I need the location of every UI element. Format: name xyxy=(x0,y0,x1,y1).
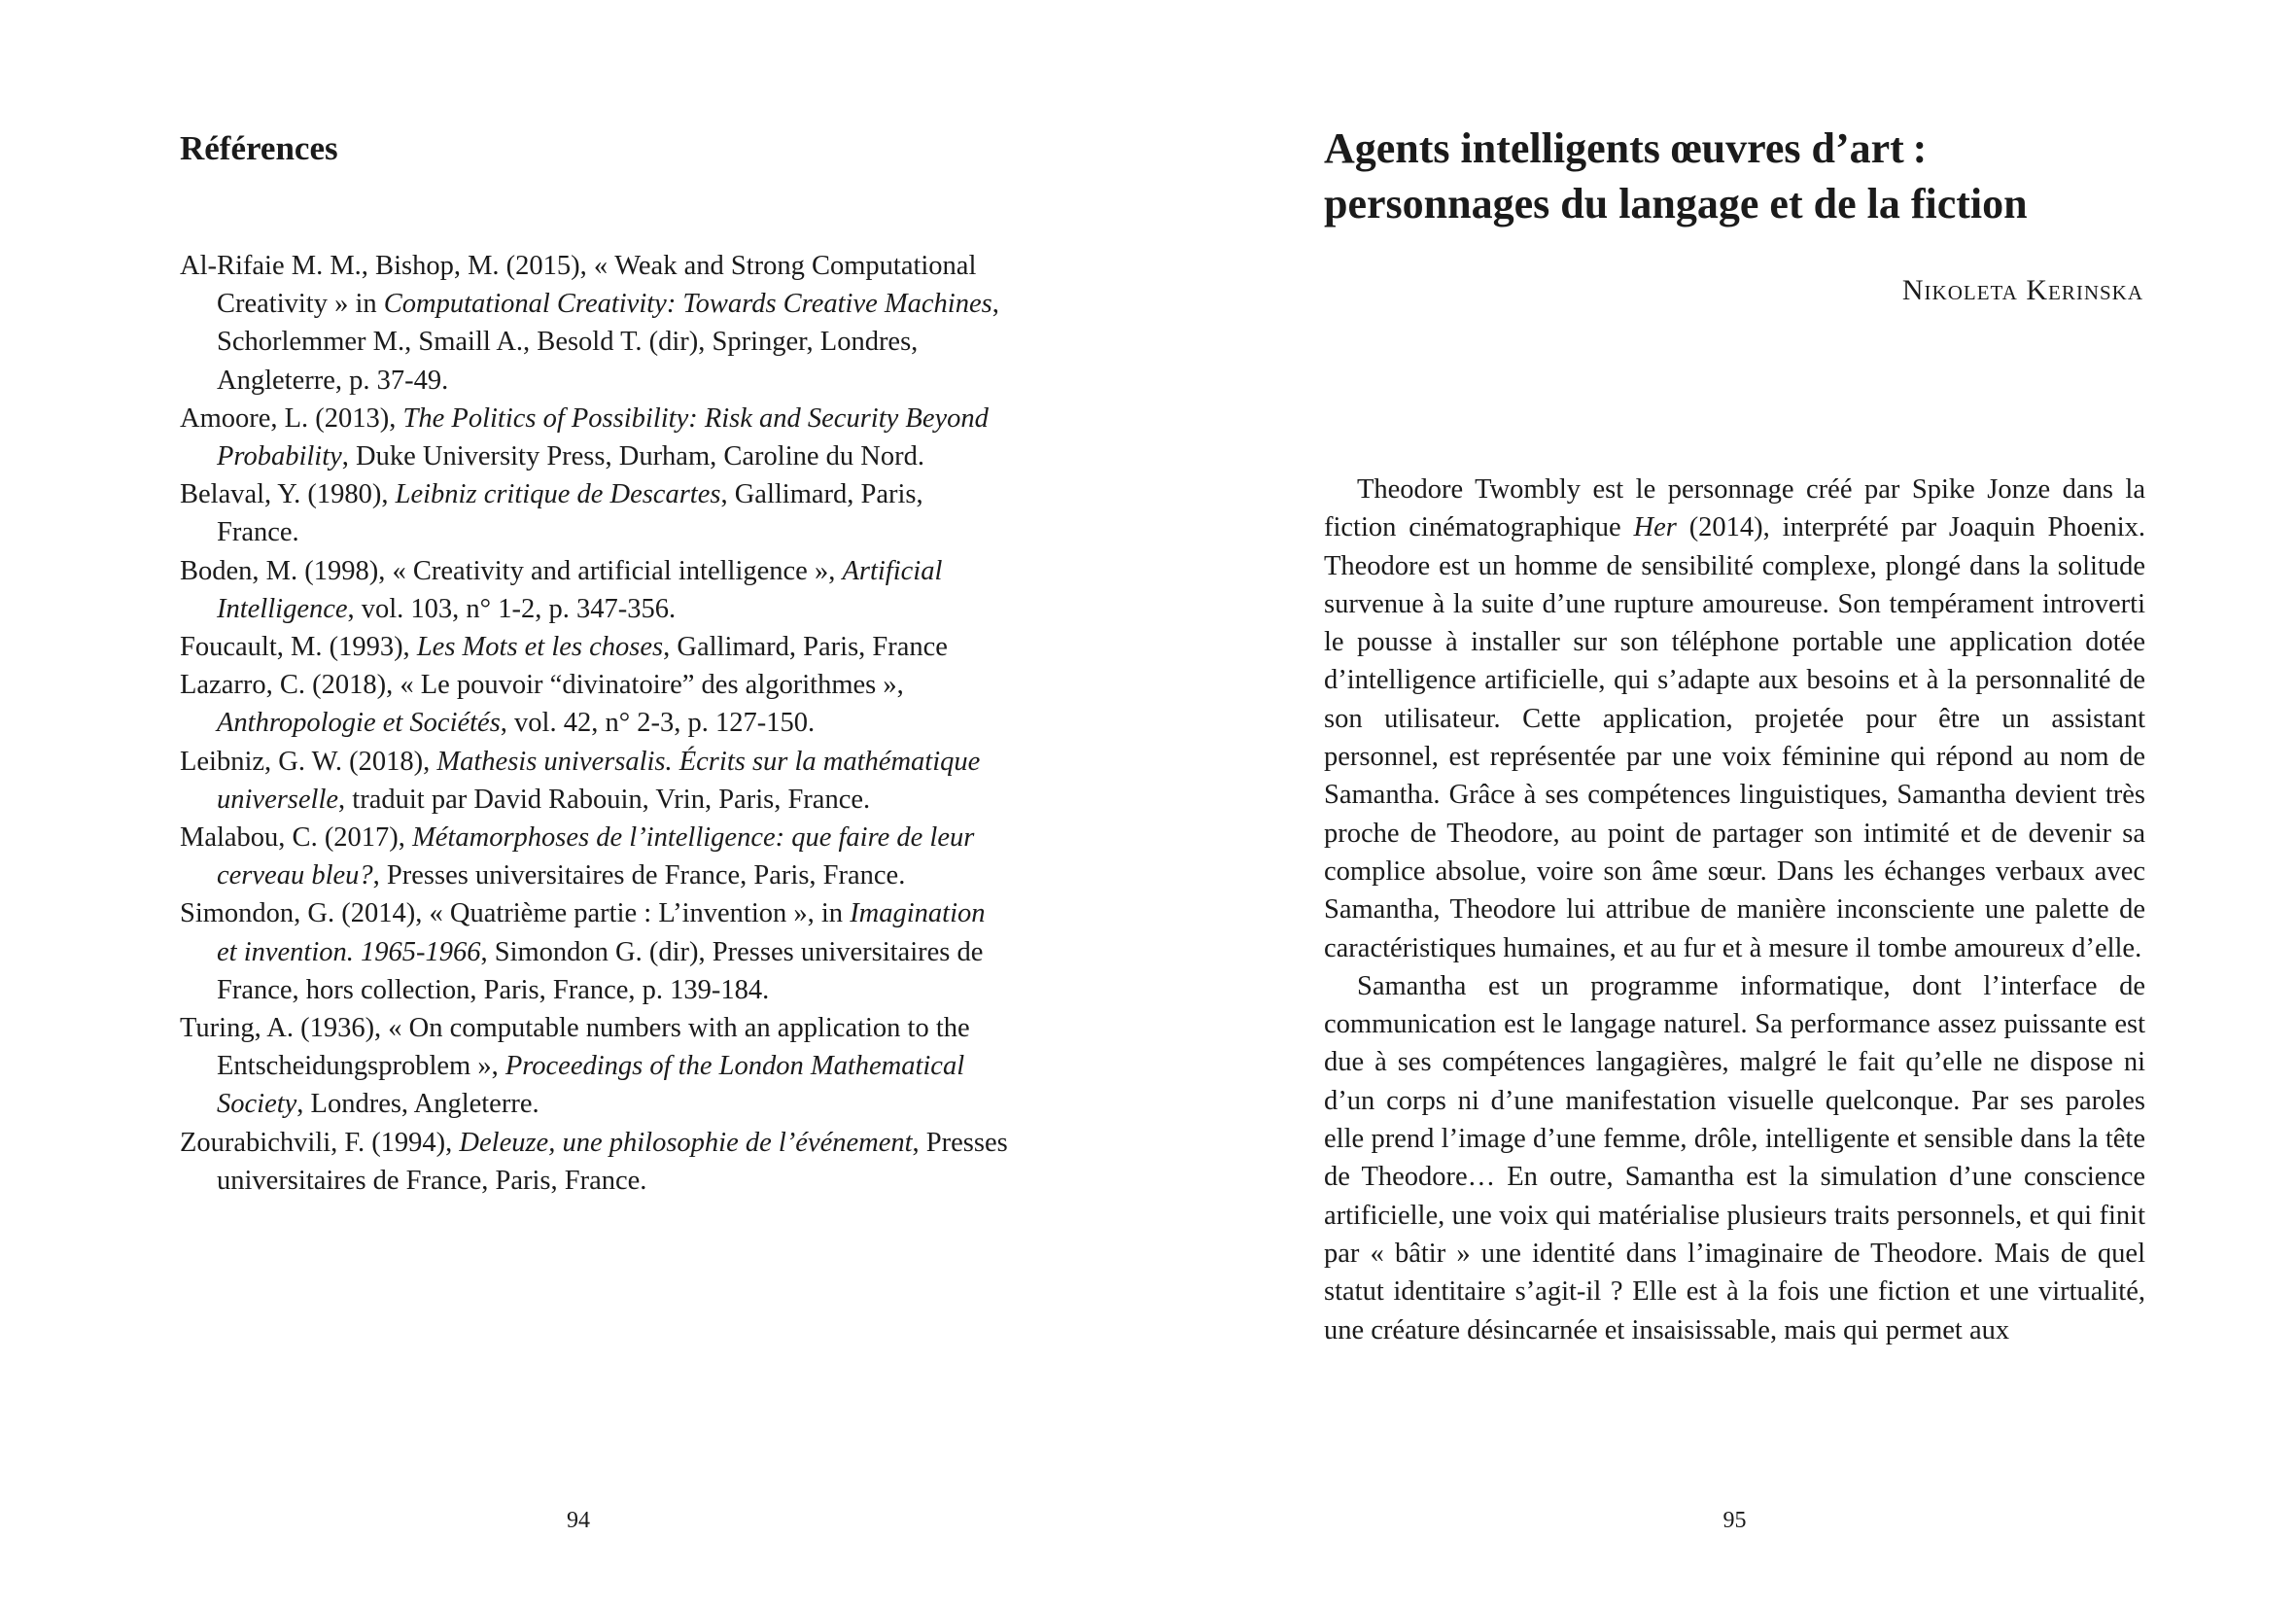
reference-text: Simondon, G. (2014), « Quatrième partie : L’invention », in Imagination et invention. 1965-1966, Simondon G. (dir), Presses universitaires de France, hors collection, Paris, France, p. 139-184. xyxy=(180,898,986,1005)
reference-entry xyxy=(180,666,1012,742)
reference-text: Turing, A. (1936), « On computable numbers with an application to the Entscheidungsproblem », Proceedings of the London Mathematical Society, Londres, Angleterre. xyxy=(180,1013,970,1120)
body-paragraph xyxy=(1324,471,2145,967)
reference-entry xyxy=(180,743,1012,819)
reference-entry xyxy=(180,247,1012,400)
reference-text: Lazarro, C. (2018), « Le pouvoir “divinatoire” des algorithmes », Anthropologie et Sociétés, vol. 42, n° 2-3, p. 127-150. xyxy=(180,670,904,739)
reference-text: Boden, M. (1998), « Creativity and artificial intelligence », Artificial Intelligence, vol. 103, n° 1-2, p. 347-356. xyxy=(180,555,943,624)
reference-text: Malabou, C. (2017), Métamorphoses de l’intelligence: que faire de leur cerveau bleu?, Presses universitaires de France, Paris, France. xyxy=(180,822,975,891)
article-title-line-2: personnages du langage et de la fiction xyxy=(1324,180,2028,227)
article-title xyxy=(1324,121,2028,231)
reference-entry xyxy=(180,1124,1012,1200)
reference-entry xyxy=(180,400,1012,475)
paragraph-text: Theodore Twombly est le personnage créé par Spike Jonze dans la fiction cinématographique Her (2014), interprété par Joaquin Phoenix. Theodore est un homme de sensibilité complexe, plongé dans la solitude survenue à la suite d’une rupture amoureuse. Son tempérament introverti le pousse à installer sur son téléphone portable une application dotée d’intelligence artificielle, qui s’adapte aux besoins et à la personnalité de son utilisateur. Cette application, projetée pour être un assistant personnel, est représentée par une voix féminine qui répond au nom de Samantha. Grâce à ses compétences linguistiques, Samantha devient très proche de Theodore, au point de partager son intimité et de devenir sa complice absolue, voire son âme sœur. Dans les échanges verbaux avec Samantha, Theodore lui attribue de manière inconsciente une palette de caractéristiques humaines, et au fur et à mesure il tombe amoureux d’elle. xyxy=(1324,474,2145,963)
reference-entry xyxy=(180,552,1012,628)
references-list xyxy=(180,247,1012,1200)
reference-text: Leibniz, G. W. (2018), Mathesis universalis. Écrits sur la mathématique universelle, traduit par David Rabouin, Vrin, Paris, France. xyxy=(180,746,981,815)
reference-text: Zourabichvili, F. (1994), Deleuze, une philosophie de l’événement, Presses universitaires de France, Paris, France. xyxy=(180,1127,1008,1196)
paragraph-text: Samantha est un programme informatique, dont l’interface de communication est le langage naturel. Sa performance assez puissante est due à ses compétences langagières, malgré le fait qu’elle ne dispose ni d’un corps ni d’une manifestation visuelle quelconque. Par ses paroles elle prend l’image d’une femme, drôle, intelligente et sensible dans la tête de Theodore… En outre, Samantha est la simulation d’une conscience artificielle, une voix qui matérialise plusieurs traits personnels, et qui finit par « bâtir » une identité dans l’imaginaire de Theodore. Mais de quel statut identitaire s’agit-il ? Elle est à la fois une fiction et une virtualité, une créature désincarnée et insaisissable, mais qui permet aux xyxy=(1324,970,2145,1345)
reference-entry xyxy=(180,475,1012,551)
right-page xyxy=(1324,0,2145,1607)
article-title-line-1: Agents intelligents œuvres d’art : xyxy=(1324,124,1928,172)
reference-entry xyxy=(180,628,1012,666)
references-heading: Références xyxy=(180,129,338,167)
body-paragraph xyxy=(1324,967,2145,1349)
left-page xyxy=(180,0,1012,1607)
right-page-number: 95 xyxy=(1722,1508,1747,1533)
article-body xyxy=(1324,471,2145,1349)
article-author: Nikoleta Kerinska xyxy=(1901,274,2143,306)
reference-entry xyxy=(180,894,1012,1009)
reference-entry xyxy=(180,1009,1012,1124)
reference-text: Al-Rifaie M. M., Bishop, M. (2015), « Weak and Strong Computational Creativity » in Computational Creativity: Towards Creative Machines, Schorlemmer M., Smaill A., Besold T. (dir), Springer, Londres, Angleterre, p. 37-49. xyxy=(180,251,999,396)
reference-entry xyxy=(180,819,1012,894)
reference-text: Amoore, L. (2013), The Politics of Possibility: Risk and Security Beyond Probability, Duke University Press, Durham, Caroline du Nord. xyxy=(180,402,989,472)
reference-text: Foucault, M. (1993), Les Mots et les choses, Gallimard, Paris, France xyxy=(180,632,948,663)
left-page-number: 94 xyxy=(567,1508,590,1533)
reference-text: Belaval, Y. (1980), Leibniz critique de Descartes, Gallimard, Paris, France. xyxy=(180,479,923,548)
